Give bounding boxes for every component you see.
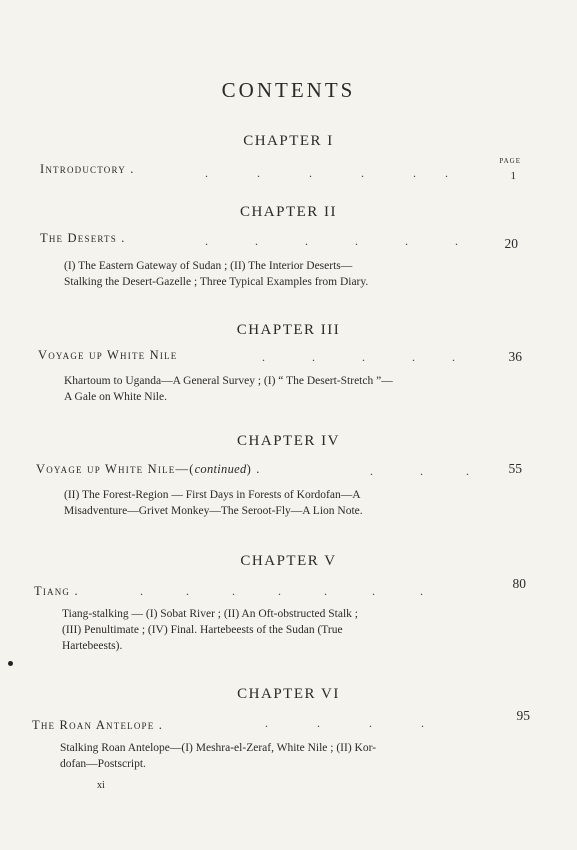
entry-title-suffix: . (130, 162, 135, 176)
description-line: Hartebeests). (62, 640, 123, 652)
page-title: CONTENTS (221, 78, 356, 102)
description-line: Misadventure—Grivet Monkey—The Seroot-Fly—A Lion Note. (64, 505, 363, 517)
chapter-description (64, 487, 363, 519)
dot-leader: . . . . . . (205, 234, 458, 248)
chapter-description (62, 606, 358, 654)
entry-title-text: The Roan Antelope (32, 718, 155, 732)
page-number: 36 (508, 349, 522, 364)
entry-title-text: Tiang (34, 584, 71, 598)
page-folio: xi (97, 780, 105, 791)
description-line: Tiang-stalking — (I) Sobat River ; (II) An Oft-obstructed Stalk ; (62, 608, 358, 620)
toc-entry-title[interactable] (34, 584, 79, 599)
dot-leader: . . . . . . . (140, 584, 423, 598)
entry-title-suffix: . (74, 584, 79, 598)
chapter-heading: CHAPTER IV (237, 433, 340, 449)
description-line: (I) The Eastern Gateway of Sudan ; (II) The Interior Deserts— (64, 260, 353, 272)
chapter-heading: CHAPTER VI (237, 686, 340, 702)
chapter-heading: CHAPTER III (236, 322, 341, 338)
toc-entry-title[interactable] (40, 162, 135, 177)
toc-entry-title[interactable] (36, 462, 261, 477)
dot-leader: . . . . (265, 716, 424, 730)
dot-leader: . . . . . . (205, 166, 448, 180)
chapter-description (60, 740, 376, 772)
dot-leader: . . . (370, 464, 469, 478)
page-number: 20 (504, 236, 518, 251)
description-line: Stalking Roan Antelope—(I) Meshra-el-Zeraf, White Nile ; (II) Kor- (60, 742, 377, 754)
ink-spot (8, 661, 13, 666)
page-column-label: PAGE (499, 157, 521, 165)
dot-leader: . . . . . (262, 350, 455, 364)
page-number: 80 (512, 576, 526, 591)
page-number: 55 (508, 461, 522, 476)
description-line: dofan—Postscript. (60, 758, 146, 770)
toc-entry-title[interactable] (38, 348, 178, 363)
chapter-heading: CHAPTER I (243, 133, 334, 149)
entry-title-text: Introductory (40, 162, 126, 176)
chapter-description (64, 258, 368, 290)
toc-entry-title[interactable] (40, 231, 126, 246)
chapter-description (64, 373, 393, 405)
description-line: Stalking the Desert-Gazelle ; Three Typical Examples from Diary. (64, 276, 369, 288)
entry-title-text: Voyage up White Nile—(continued) (36, 462, 252, 476)
entry-title-text: Voyage up White Nile (38, 348, 178, 362)
description-line: A Gale on White Nile. (64, 391, 167, 403)
entry-title-suffix: . (121, 231, 126, 245)
chapter-heading: CHAPTER V (240, 553, 337, 569)
page-number: 1 (510, 170, 516, 182)
chapter-heading: CHAPTER II (239, 204, 338, 220)
toc-entry-title[interactable] (32, 718, 163, 733)
entry-title-suffix: . (256, 462, 261, 476)
page-number: 95 (516, 708, 530, 723)
entry-title-suffix: . (158, 718, 164, 732)
description-line: (III) Penultimate ; (IV) Final. Hartebeests of the Sudan (True (62, 624, 343, 636)
entry-title-text: The Deserts (40, 231, 117, 245)
description-line: Khartoum to Uganda—A General Survey ; (I) “ The Desert-Stretch ”— (64, 375, 393, 387)
description-line: (II) The Forest-Region — First Days in Forests of Kordofan—A (64, 489, 361, 501)
